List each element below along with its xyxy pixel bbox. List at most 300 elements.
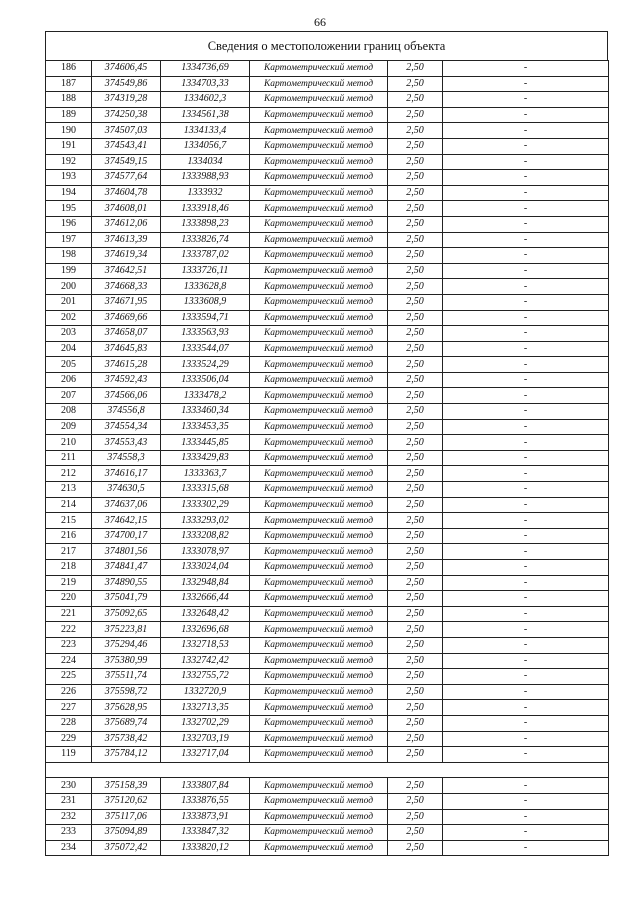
coord-x-cell: 375094,89 <box>92 825 161 841</box>
coord-x-cell: 374658,07 <box>92 326 161 342</box>
coord-y-cell: 1332755,72 <box>161 669 250 685</box>
point-number-cell: 234 <box>46 840 92 856</box>
point-number-cell: 211 <box>46 450 92 466</box>
method-cell: Картометрический метод <box>250 637 388 653</box>
accuracy-cell: 2,50 <box>388 575 443 591</box>
note-cell: - <box>443 591 609 607</box>
coord-y-cell: 1333807,84 <box>161 778 250 794</box>
accuracy-cell: 2,50 <box>388 715 443 731</box>
table-row <box>46 513 609 529</box>
note-cell: - <box>443 61 609 77</box>
table-row <box>46 840 609 856</box>
method-cell: Картометрический метод <box>250 372 388 388</box>
accuracy-cell: 2,50 <box>388 232 443 248</box>
accuracy-cell: 2,50 <box>388 466 443 482</box>
table-row <box>46 793 609 809</box>
table-row <box>46 669 609 685</box>
table-row <box>46 450 609 466</box>
method-cell: Картометрический метод <box>250 170 388 186</box>
coord-y-cell: 1333453,35 <box>161 419 250 435</box>
accuracy-cell: 2,50 <box>388 263 443 279</box>
table-row <box>46 341 609 357</box>
note-cell: - <box>443 341 609 357</box>
accuracy-cell: 2,50 <box>388 591 443 607</box>
point-number-cell: 207 <box>46 388 92 404</box>
method-cell: Картометрический метод <box>250 653 388 669</box>
method-cell: Картометрический метод <box>250 591 388 607</box>
table-row <box>46 778 609 794</box>
coord-x-cell: 374801,56 <box>92 544 161 560</box>
coord-x-cell: 374615,28 <box>92 357 161 373</box>
coord-x-cell: 374608,01 <box>92 201 161 217</box>
separator-row <box>46 762 609 778</box>
table-row <box>46 747 609 763</box>
accuracy-cell: 2,50 <box>388 388 443 404</box>
coord-y-cell: 1333873,91 <box>161 809 250 825</box>
point-number-cell: 189 <box>46 107 92 123</box>
point-number-cell: 213 <box>46 482 92 498</box>
coord-y-cell: 1333208,82 <box>161 528 250 544</box>
method-cell: Картометрический метод <box>250 544 388 560</box>
page-number: 66 <box>314 15 326 29</box>
method-cell: Картометрический метод <box>250 154 388 170</box>
point-number-cell: 186 <box>46 61 92 77</box>
coord-y-cell: 1333826,74 <box>161 232 250 248</box>
coord-x-cell: 374642,15 <box>92 513 161 529</box>
table-row <box>46 201 609 217</box>
method-cell: Картометрический метод <box>250 575 388 591</box>
note-cell: - <box>443 170 609 186</box>
table-row <box>46 279 609 295</box>
method-cell: Картометрический метод <box>250 809 388 825</box>
accuracy-cell: 2,50 <box>388 372 443 388</box>
coord-x-cell: 374319,28 <box>92 92 161 108</box>
coord-y-cell: 1333594,71 <box>161 310 250 326</box>
note-cell: - <box>443 513 609 529</box>
separator-row-group <box>46 762 609 778</box>
point-number-cell: 200 <box>46 279 92 295</box>
coord-y-cell: 1333820,12 <box>161 840 250 856</box>
table-row <box>46 123 609 139</box>
note-cell: - <box>443 544 609 560</box>
note-cell: - <box>443 357 609 373</box>
point-number-cell: 204 <box>46 341 92 357</box>
table-row <box>46 528 609 544</box>
accuracy-cell: 2,50 <box>388 419 443 435</box>
point-number-cell: 197 <box>46 232 92 248</box>
point-number-cell: 215 <box>46 513 92 529</box>
point-number-cell: 195 <box>46 201 92 217</box>
coord-x-cell: 374645,83 <box>92 341 161 357</box>
point-number-cell: 201 <box>46 294 92 310</box>
coord-y-cell: 1333315,68 <box>161 482 250 498</box>
accuracy-cell: 2,50 <box>388 92 443 108</box>
accuracy-cell: 2,50 <box>388 825 443 841</box>
note-cell: - <box>443 294 609 310</box>
note-cell: - <box>443 731 609 747</box>
method-cell: Картометрический метод <box>250 435 388 451</box>
accuracy-cell: 2,50 <box>388 544 443 560</box>
coord-y-cell: 1333876,55 <box>161 793 250 809</box>
point-number-cell: 233 <box>46 825 92 841</box>
coord-x-cell: 375380,99 <box>92 653 161 669</box>
method-cell: Картометрический метод <box>250 606 388 622</box>
accuracy-cell: 2,50 <box>388 61 443 77</box>
note-cell: - <box>443 700 609 716</box>
coord-y-cell: 1332648,42 <box>161 606 250 622</box>
coord-x-cell: 374604,78 <box>92 185 161 201</box>
coord-x-cell: 374642,51 <box>92 263 161 279</box>
point-number-cell: 220 <box>46 591 92 607</box>
accuracy-cell: 2,50 <box>388 248 443 264</box>
table-row <box>46 684 609 700</box>
coord-y-cell: 1333787,02 <box>161 248 250 264</box>
method-cell: Картометрический метод <box>250 341 388 357</box>
note-cell: - <box>443 825 609 841</box>
coord-x-cell: 374669,66 <box>92 310 161 326</box>
coord-x-cell: 375120,62 <box>92 793 161 809</box>
point-number-cell: 223 <box>46 637 92 653</box>
note-cell: - <box>443 138 609 154</box>
method-cell: Картометрический метод <box>250 825 388 841</box>
coord-x-cell: 374668,33 <box>92 279 161 295</box>
accuracy-cell: 2,50 <box>388 154 443 170</box>
point-number-cell: 219 <box>46 575 92 591</box>
accuracy-cell: 2,50 <box>388 201 443 217</box>
table-row <box>46 185 609 201</box>
method-cell: Картометрический метод <box>250 138 388 154</box>
note-cell: - <box>443 216 609 232</box>
note-cell: - <box>443 528 609 544</box>
accuracy-cell: 2,50 <box>388 497 443 513</box>
accuracy-cell: 2,50 <box>388 435 443 451</box>
table-row <box>46 809 609 825</box>
note-cell: - <box>443 684 609 700</box>
accuracy-cell: 2,50 <box>388 185 443 201</box>
coord-x-cell: 375117,06 <box>92 809 161 825</box>
note-cell: - <box>443 388 609 404</box>
accuracy-cell: 2,50 <box>388 684 443 700</box>
point-number-cell: 229 <box>46 731 92 747</box>
point-number-cell: 188 <box>46 92 92 108</box>
point-number-cell: 226 <box>46 684 92 700</box>
accuracy-cell: 2,50 <box>388 778 443 794</box>
accuracy-cell: 2,50 <box>388 482 443 498</box>
coord-x-cell: 375223,81 <box>92 622 161 638</box>
method-cell: Картометрический метод <box>250 107 388 123</box>
accuracy-cell: 2,50 <box>388 513 443 529</box>
coord-y-cell: 1334561,38 <box>161 107 250 123</box>
coord-y-cell: 1333524,29 <box>161 357 250 373</box>
accuracy-cell: 2,50 <box>388 404 443 420</box>
table-row <box>46 700 609 716</box>
method-cell: Картометрический метод <box>250 482 388 498</box>
coord-x-cell: 375158,39 <box>92 778 161 794</box>
coord-x-cell: 374700,17 <box>92 528 161 544</box>
coordinates-table <box>45 60 609 856</box>
method-cell: Картометрический метод <box>250 840 388 856</box>
point-number-cell: 212 <box>46 466 92 482</box>
separator-cell <box>46 762 609 778</box>
table-row <box>46 154 609 170</box>
boundary-coordinates-document <box>45 31 608 856</box>
accuracy-cell: 2,50 <box>388 669 443 685</box>
coord-y-cell: 1332948,84 <box>161 575 250 591</box>
accuracy-cell: 2,50 <box>388 310 443 326</box>
note-cell: - <box>443 653 609 669</box>
table-row <box>46 622 609 638</box>
coord-y-cell: 1333429,83 <box>161 450 250 466</box>
accuracy-cell: 2,50 <box>388 637 443 653</box>
point-number-cell: 232 <box>46 809 92 825</box>
method-cell: Картометрический метод <box>250 388 388 404</box>
coord-x-cell: 375092,65 <box>92 606 161 622</box>
table-row <box>46 388 609 404</box>
table-row <box>46 138 609 154</box>
coord-x-cell: 374556,8 <box>92 404 161 420</box>
note-cell: - <box>443 466 609 482</box>
coord-y-cell: 1333024,04 <box>161 560 250 576</box>
point-number-cell: 210 <box>46 435 92 451</box>
coord-y-cell: 1333847,32 <box>161 825 250 841</box>
point-number-cell: 187 <box>46 76 92 92</box>
point-number-cell: 221 <box>46 606 92 622</box>
coord-y-cell: 1333445,85 <box>161 435 250 451</box>
coord-y-cell: 1332703,19 <box>161 731 250 747</box>
coord-x-cell: 374671,95 <box>92 294 161 310</box>
accuracy-cell: 2,50 <box>388 731 443 747</box>
coord-y-cell: 1333544,07 <box>161 341 250 357</box>
coord-y-cell: 1332713,35 <box>161 700 250 716</box>
method-cell: Картометрический метод <box>250 513 388 529</box>
point-number-cell: 222 <box>46 622 92 638</box>
table-row <box>46 560 609 576</box>
note-cell: - <box>443 372 609 388</box>
method-cell: Картометрический метод <box>250 310 388 326</box>
coord-y-cell: 1333932 <box>161 185 250 201</box>
coordinates-rows-main <box>46 61 609 763</box>
coord-x-cell: 374619,34 <box>92 248 161 264</box>
coord-y-cell: 1333988,93 <box>161 170 250 186</box>
coord-x-cell: 374543,41 <box>92 138 161 154</box>
note-cell: - <box>443 622 609 638</box>
point-number-cell: 119 <box>46 747 92 763</box>
note-cell: - <box>443 404 609 420</box>
point-number-cell: 228 <box>46 715 92 731</box>
accuracy-cell: 2,50 <box>388 606 443 622</box>
note-cell: - <box>443 482 609 498</box>
accuracy-cell: 2,50 <box>388 294 443 310</box>
coord-y-cell: 1332742,42 <box>161 653 250 669</box>
method-cell: Картометрический метод <box>250 232 388 248</box>
method-cell: Картометрический метод <box>250 622 388 638</box>
table-row <box>46 326 609 342</box>
accuracy-cell: 2,50 <box>388 76 443 92</box>
note-cell: - <box>443 715 609 731</box>
note-cell: - <box>443 450 609 466</box>
method-cell: Картометрический метод <box>250 185 388 201</box>
note-cell: - <box>443 747 609 763</box>
method-cell: Картометрический метод <box>250 700 388 716</box>
coord-x-cell: 374630,5 <box>92 482 161 498</box>
coord-x-cell: 374250,38 <box>92 107 161 123</box>
coord-y-cell: 1333302,29 <box>161 497 250 513</box>
note-cell: - <box>443 560 609 576</box>
method-cell: Картометрический метод <box>250 731 388 747</box>
coord-x-cell: 374606,45 <box>92 61 161 77</box>
coord-x-cell: 375511,74 <box>92 669 161 685</box>
coord-y-cell: 1334703,33 <box>161 76 250 92</box>
method-cell: Картометрический метод <box>250 248 388 264</box>
note-cell: - <box>443 497 609 513</box>
point-number-cell: 214 <box>46 497 92 513</box>
note-cell: - <box>443 92 609 108</box>
accuracy-cell: 2,50 <box>388 341 443 357</box>
table-row <box>46 357 609 373</box>
note-cell: - <box>443 793 609 809</box>
coord-x-cell: 375294,46 <box>92 637 161 653</box>
point-number-cell: 194 <box>46 185 92 201</box>
note-cell: - <box>443 76 609 92</box>
table-row <box>46 294 609 310</box>
note-cell: - <box>443 201 609 217</box>
coord-y-cell: 1334133,4 <box>161 123 250 139</box>
table-row <box>46 435 609 451</box>
coord-y-cell: 1332696,68 <box>161 622 250 638</box>
method-cell: Картометрический метод <box>250 778 388 794</box>
coord-x-cell: 375628,95 <box>92 700 161 716</box>
table-row <box>46 715 609 731</box>
note-cell: - <box>443 669 609 685</box>
method-cell: Картометрический метод <box>250 92 388 108</box>
table-row <box>46 497 609 513</box>
point-number-cell: 206 <box>46 372 92 388</box>
point-number-cell: 217 <box>46 544 92 560</box>
coord-x-cell: 375689,74 <box>92 715 161 731</box>
coord-y-cell: 1333918,46 <box>161 201 250 217</box>
accuracy-cell: 2,50 <box>388 560 443 576</box>
accuracy-cell: 2,50 <box>388 357 443 373</box>
coord-y-cell: 1333506,04 <box>161 372 250 388</box>
note-cell: - <box>443 310 609 326</box>
note-cell: - <box>443 248 609 264</box>
coord-x-cell: 374549,86 <box>92 76 161 92</box>
method-cell: Картометрический метод <box>250 528 388 544</box>
coord-x-cell: 374558,3 <box>92 450 161 466</box>
point-number-cell: 196 <box>46 216 92 232</box>
table-row <box>46 404 609 420</box>
coordinates-rows-second-contour <box>46 778 609 856</box>
coord-y-cell: 1333898,23 <box>161 216 250 232</box>
accuracy-cell: 2,50 <box>388 793 443 809</box>
note-cell: - <box>443 263 609 279</box>
coord-y-cell: 1332702,29 <box>161 715 250 731</box>
accuracy-cell: 2,50 <box>388 840 443 856</box>
accuracy-cell: 2,50 <box>388 700 443 716</box>
note-cell: - <box>443 575 609 591</box>
coord-y-cell: 1334056,7 <box>161 138 250 154</box>
accuracy-cell: 2,50 <box>388 622 443 638</box>
accuracy-cell: 2,50 <box>388 747 443 763</box>
accuracy-cell: 2,50 <box>388 653 443 669</box>
coord-x-cell: 375784,12 <box>92 747 161 763</box>
point-number-cell: 203 <box>46 326 92 342</box>
coord-y-cell: 1334034 <box>161 154 250 170</box>
method-cell: Картометрический метод <box>250 279 388 295</box>
note-cell: - <box>443 606 609 622</box>
note-cell: - <box>443 154 609 170</box>
note-cell: - <box>443 435 609 451</box>
coord-x-cell: 374613,39 <box>92 232 161 248</box>
table-row <box>46 825 609 841</box>
table-row <box>46 170 609 186</box>
note-cell: - <box>443 232 609 248</box>
method-cell: Картометрический метод <box>250 404 388 420</box>
table-row <box>46 248 609 264</box>
accuracy-cell: 2,50 <box>388 138 443 154</box>
coord-y-cell: 1333460,34 <box>161 404 250 420</box>
accuracy-cell: 2,50 <box>388 170 443 186</box>
coord-x-cell: 374554,34 <box>92 419 161 435</box>
coord-x-cell: 374553,43 <box>92 435 161 451</box>
point-number-cell: 198 <box>46 248 92 264</box>
method-cell: Картометрический метод <box>250 61 388 77</box>
coord-y-cell: 1334736,69 <box>161 61 250 77</box>
method-cell: Картометрический метод <box>250 326 388 342</box>
coord-x-cell: 374890,55 <box>92 575 161 591</box>
accuracy-cell: 2,50 <box>388 528 443 544</box>
note-cell: - <box>443 637 609 653</box>
note-cell: - <box>443 107 609 123</box>
table-row <box>46 637 609 653</box>
method-cell: Картометрический метод <box>250 497 388 513</box>
table-row <box>46 61 609 77</box>
point-number-cell: 224 <box>46 653 92 669</box>
method-cell: Картометрический метод <box>250 669 388 685</box>
coord-x-cell: 374616,17 <box>92 466 161 482</box>
point-number-cell: 216 <box>46 528 92 544</box>
coord-x-cell: 374507,03 <box>92 123 161 139</box>
coord-y-cell: 1333628,8 <box>161 279 250 295</box>
method-cell: Картометрический метод <box>250 294 388 310</box>
coord-y-cell: 1334602,3 <box>161 92 250 108</box>
note-cell: - <box>443 778 609 794</box>
table-row <box>46 263 609 279</box>
note-cell: - <box>443 185 609 201</box>
coord-x-cell: 374612,06 <box>92 216 161 232</box>
coord-x-cell: 375072,42 <box>92 840 161 856</box>
coord-y-cell: 1333293,02 <box>161 513 250 529</box>
table-row <box>46 482 609 498</box>
method-cell: Картометрический метод <box>250 419 388 435</box>
method-cell: Картометрический метод <box>250 747 388 763</box>
coord-y-cell: 1333478,2 <box>161 388 250 404</box>
point-number-cell: 192 <box>46 154 92 170</box>
point-number-cell: 230 <box>46 778 92 794</box>
accuracy-cell: 2,50 <box>388 123 443 139</box>
point-number-cell: 225 <box>46 669 92 685</box>
coord-x-cell: 374549,15 <box>92 154 161 170</box>
method-cell: Картометрический метод <box>250 123 388 139</box>
method-cell: Картометрический метод <box>250 357 388 373</box>
point-number-cell: 209 <box>46 419 92 435</box>
coord-y-cell: 1332666,44 <box>161 591 250 607</box>
table-row <box>46 653 609 669</box>
coord-y-cell: 1333608,9 <box>161 294 250 310</box>
coord-y-cell: 1333563,93 <box>161 326 250 342</box>
table-row <box>46 606 609 622</box>
accuracy-cell: 2,50 <box>388 216 443 232</box>
